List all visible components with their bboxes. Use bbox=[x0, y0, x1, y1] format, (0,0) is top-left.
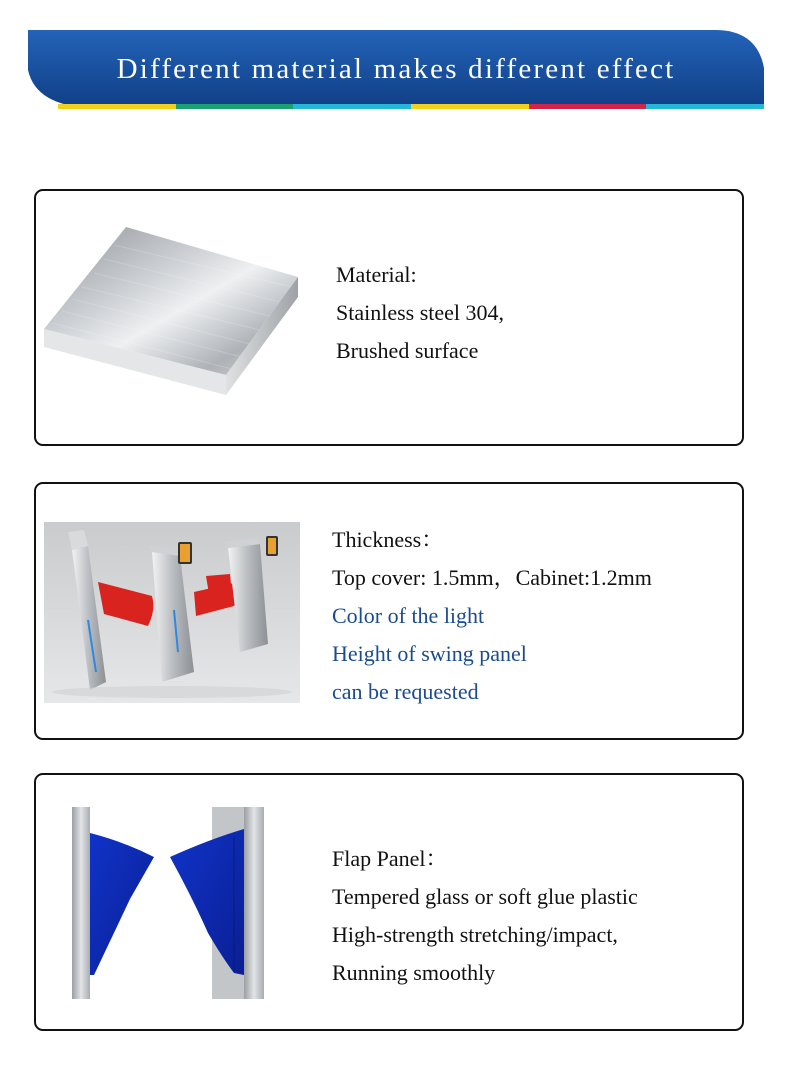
thickness-line-1: Thickness： bbox=[332, 527, 444, 552]
thickness-text bbox=[332, 521, 652, 711]
requested-line: can be requested bbox=[332, 679, 479, 704]
flap-line-4: Running smoothly bbox=[332, 960, 496, 985]
thickness-card bbox=[34, 482, 744, 740]
material-line-3: Brushed surface bbox=[336, 338, 479, 363]
flap-line-2: Tempered glass or soft glue plastic bbox=[332, 884, 638, 909]
flap-line-3: High-strength stretching/impact, bbox=[332, 922, 618, 947]
turnstile-image bbox=[44, 522, 300, 703]
flap-panel-image bbox=[70, 807, 264, 999]
header-banner bbox=[0, 0, 790, 115]
flap-line-1: Flap Panel： bbox=[332, 846, 448, 871]
page-title: Different material makes different effect bbox=[116, 52, 676, 85]
flap-panel-card bbox=[34, 773, 744, 1031]
material-text bbox=[336, 256, 504, 370]
flap-panel-text bbox=[332, 840, 638, 992]
material-line-1: Material: bbox=[336, 262, 417, 287]
material-card bbox=[34, 189, 744, 446]
steel-plate-image bbox=[42, 227, 298, 399]
material-line-2: Stainless steel 304, bbox=[336, 300, 505, 325]
light-color-line: Color of the light bbox=[332, 603, 485, 628]
panel-height-line: Height of swing panel bbox=[332, 641, 527, 666]
thickness-line-2: Top cover: 1.5mm，Cabinet:1.2mm bbox=[332, 565, 652, 590]
